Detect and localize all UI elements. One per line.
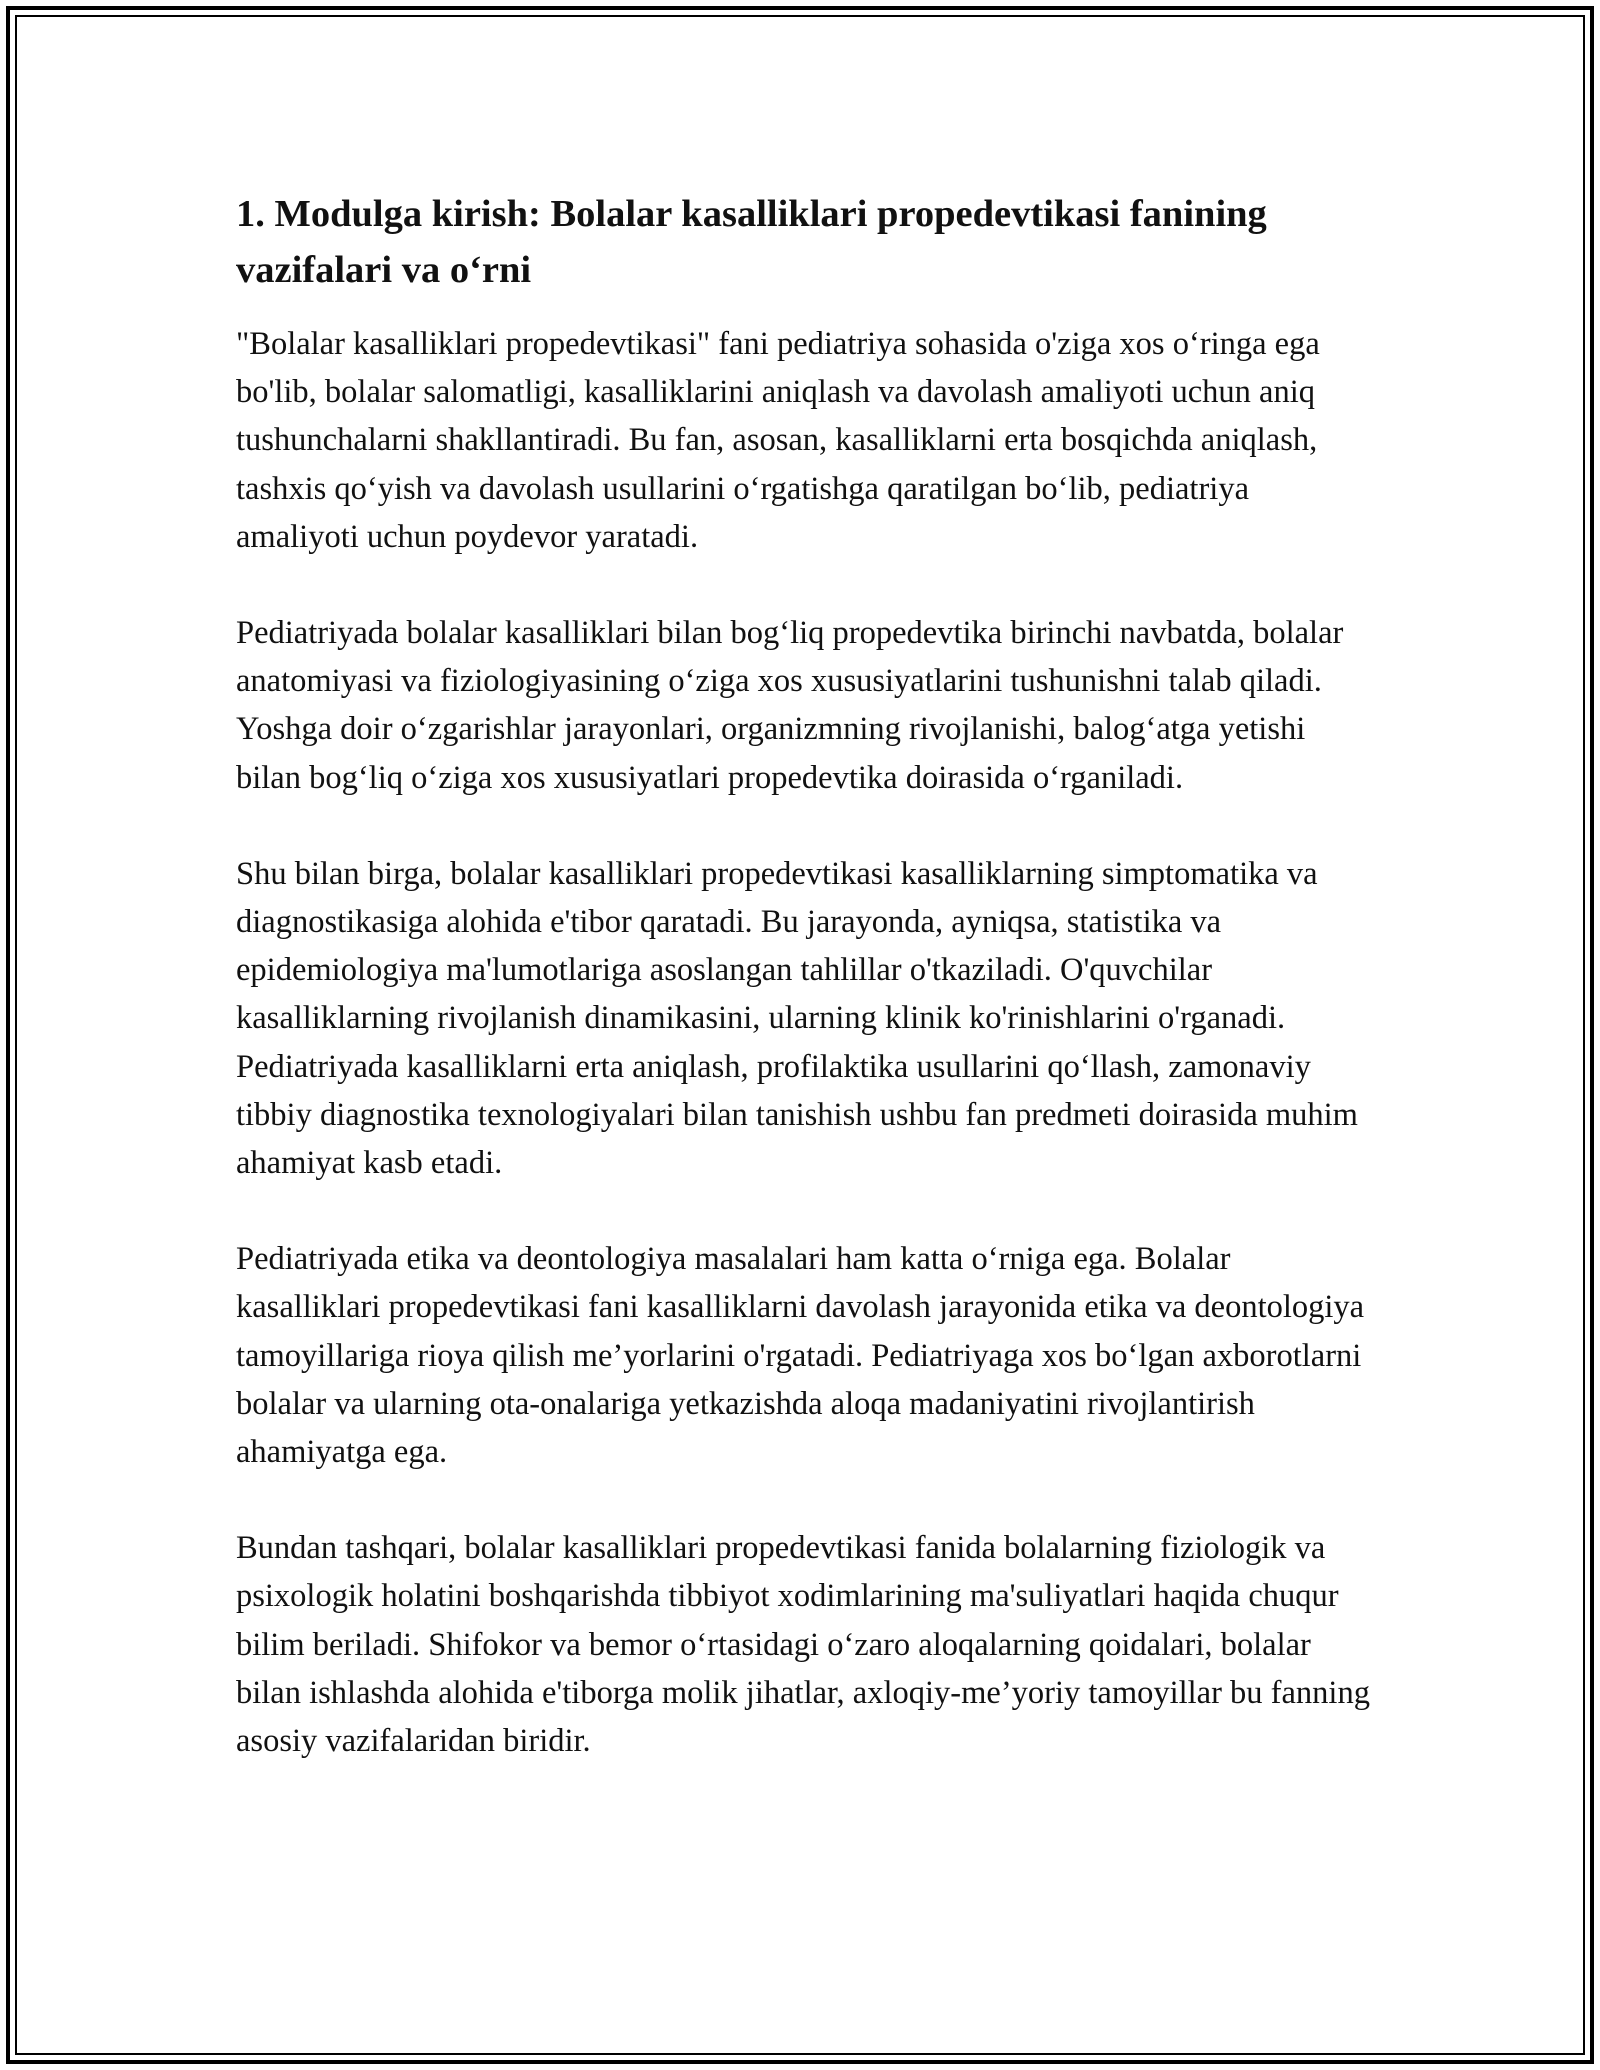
paragraph-3: Shu bilan birga, bolalar kasalliklari propedevtikasi kasalliklarning simptomatika va diagnostikasiga alohida e'tibor qaratadi. Bu jarayonda, ayniqsa, statistika va epidemiologiya ma'lumotlariga asoslangan tahlillar o'tkaziladi. O'quvchilar kasalliklarning rivojlanish dinamikasini, ularning klinik ko'rinishlarini o'rganadi. Pediatriyada kasalliklarni erta aniqlash, profilaktika usullarini qo‘llash, zamonaviy tibbiy diagnostika texnologiyalari bilan tanishish ushbu fan predmeti doirasida muhim ahamiyat kasb etadi. [236, 855, 1358, 1182]
document-body [236, 186, 1376, 1813]
paragraph-4: Pediatriyada etika va deontologiya masalalari ham katta o‘rniga ega. Bolalar kasalliklari propedevtikasi fani kasalliklarni davolash jarayonida etika va deontologiya tamoyillariga rioya qilish me’yorlarini o'rgatadi. Pediatriyaga xos bo‘lgan axborotlarni bolalar va ularning ota-onalariga yetkazishda aloqa madaniyatini rivojlantirish ahamiyatga ega. [236, 1241, 1365, 1471]
paragraph-5: Bundan tashqari, bolalar kasalliklari propedevtikasi fanida bolalarning fiziologik va psixologik holatini boshqarishda tibbiyot xodimlarining ma'suliyatlari haqida chuqur bilim beriladi. Shifokor va bemor o‘rtasidagi o‘zaro aloqalarning qoidalari, bolalar bilan ishlashda alohida e'tiborga molik jihatlar, axloqiy-me’yoriy tamoyillar bu fanning asosiy vazifalaridan biridir. [236, 1530, 1370, 1760]
paragraph-2: Pediatriyada bolalar kasalliklari bilan bog‘liq propedevtika birinchi navbatda, bolalar anatomiyasi va fiziologiyasining o‘ziga xos xususiyatlarini tushunishni talab qiladi. Yoshga doir o‘zgarishlar jarayonlari, organizmning rivojlanishi, balog‘atga yetishi bilan bog‘liq o‘ziga xos xususiyatlari propedevtika doirasida o‘rganiladi. [236, 615, 1344, 796]
section-title: 1. Modulga kirish: Bolalar kasalliklari propedevtikasi fanining vazifalari va o‘rni [236, 193, 1267, 291]
paragraph-1: "Bolalar kasalliklari propedevtikasi" fani pediatriya sohasida o'ziga xos o‘ringa ega bo'lib, bolalar salomatligi, kasalliklarini aniqlash va davolash amaliyoti uchun aniq tushunchalarni shakllantiradi. Bu fan, asosan, kasalliklarni erta bosqichda aniqlash, tashxis qo‘yish va davolash usullarini o‘rgatishga qaratilgan bo‘lib, pediatriya amaliyoti uchun poydevor yaratadi. [236, 326, 1320, 555]
